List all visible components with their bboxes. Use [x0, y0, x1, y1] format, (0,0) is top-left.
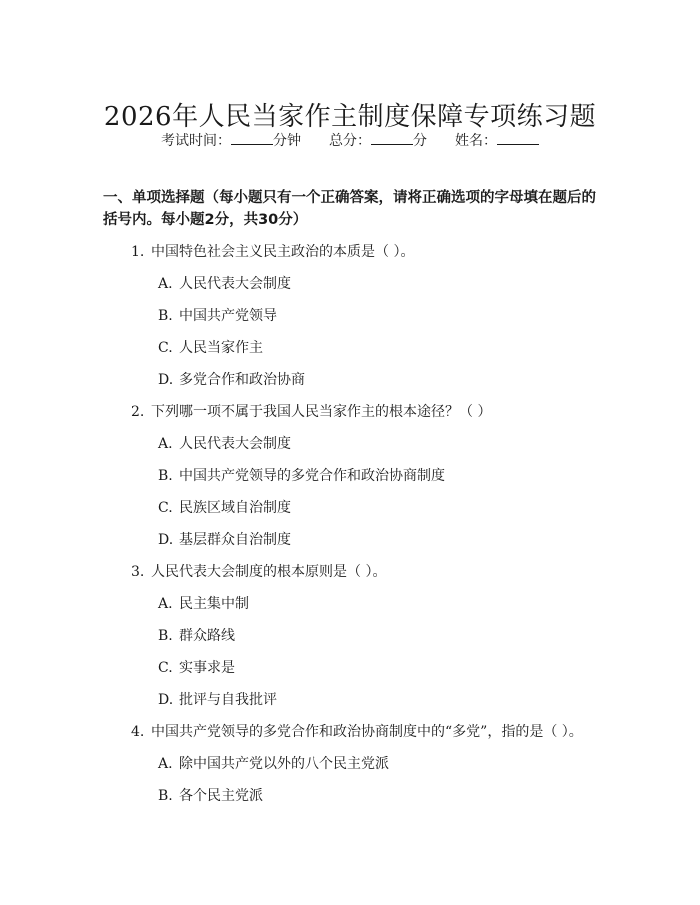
answer-option [0, 753, 700, 775]
answer-option [0, 465, 700, 487]
option-letter: C. [158, 340, 173, 356]
question-stem [0, 561, 700, 583]
option-text: 群众路线 [179, 628, 235, 644]
option-text: 人民代表大会制度 [179, 436, 291, 452]
answer-option [0, 305, 700, 327]
answer-option [0, 369, 700, 391]
question-number: 4. [131, 724, 145, 740]
option-text: 基层群众自治制度 [179, 532, 291, 548]
exam-time-blank [231, 130, 273, 145]
option-text: 人民代表大会制度 [179, 276, 291, 292]
option-letter: C. [158, 500, 173, 516]
answer-option [0, 625, 700, 647]
option-text: 实事求是 [179, 660, 235, 676]
option-text: 多党合作和政治协商 [179, 372, 305, 388]
question-item [0, 561, 700, 711]
answer-option [0, 497, 700, 519]
option-text: 人民当家作主 [179, 340, 263, 356]
option-text: 除中国共产党以外的八个民主党派 [179, 756, 389, 772]
name-field [455, 130, 539, 152]
total-score-blank [371, 130, 413, 145]
exam-meta [0, 130, 700, 152]
option-text: 中国共产党领导的多党合作和政治协商制度 [179, 468, 445, 484]
option-letter: A. [158, 756, 173, 772]
question-list [0, 241, 700, 817]
question-text: 中国共产党领导的多党合作和政治协商制度中的“多党”，指的是（ ）。 [151, 724, 583, 740]
question-text: 中国特色社会主义民主政治的本质是（ ）。 [151, 244, 415, 260]
answer-option [0, 657, 700, 679]
answer-option [0, 337, 700, 359]
question-stem [0, 241, 700, 263]
option-text: 批评与自我批评 [179, 692, 277, 708]
question-number: 3. [131, 564, 145, 580]
option-text: 中国共产党领导 [179, 308, 277, 324]
question-item [0, 241, 700, 391]
option-letter: B. [158, 468, 173, 484]
question-stem [0, 401, 700, 423]
option-letter: A. [158, 596, 173, 612]
option-text: 各个民主党派 [179, 788, 263, 804]
question-item [0, 401, 700, 551]
answer-option [0, 785, 700, 807]
option-letter: D. [158, 372, 174, 388]
answer-option [0, 433, 700, 455]
total-score-label: 总分： [329, 133, 371, 149]
question-text: 下列哪一项不属于我国人民当家作主的根本途径？（ ） [151, 404, 492, 420]
option-letter: A. [158, 276, 173, 292]
name-blank [497, 130, 539, 145]
exam-time-label: 考试时间： [161, 133, 231, 149]
option-letter: B. [158, 308, 173, 324]
option-letter: A. [158, 436, 173, 452]
question-text: 人民代表大会制度的根本原则是（ ）。 [151, 564, 387, 580]
option-text: 民主集中制 [179, 596, 249, 612]
name-label: 姓名： [455, 133, 497, 149]
question-stem [0, 721, 700, 743]
answer-option [0, 593, 700, 615]
question-item [0, 721, 700, 807]
document-title: 2026年人民当家作主制度保障专项练习题 [103, 102, 597, 133]
option-letter: C. [158, 660, 173, 676]
option-text: 民族区域自治制度 [179, 500, 291, 516]
exam-time-field [161, 130, 301, 152]
total-score-unit: 分 [413, 133, 427, 149]
answer-option [0, 689, 700, 711]
question-number: 2. [131, 404, 145, 420]
total-score-field [329, 130, 427, 152]
option-letter: D. [158, 692, 174, 708]
answer-option [0, 529, 700, 551]
option-letter: B. [158, 628, 173, 644]
question-number: 1. [131, 244, 145, 260]
section-heading: 一、单项选择题（每小题只有一个正确答案，请将正确选项的字母填在题后的括号内。每小题2分，共30分） [103, 190, 596, 228]
option-letter: B. [158, 788, 173, 804]
exam-time-unit: 分钟 [273, 133, 301, 149]
answer-option [0, 273, 700, 295]
option-letter: D. [158, 532, 174, 548]
